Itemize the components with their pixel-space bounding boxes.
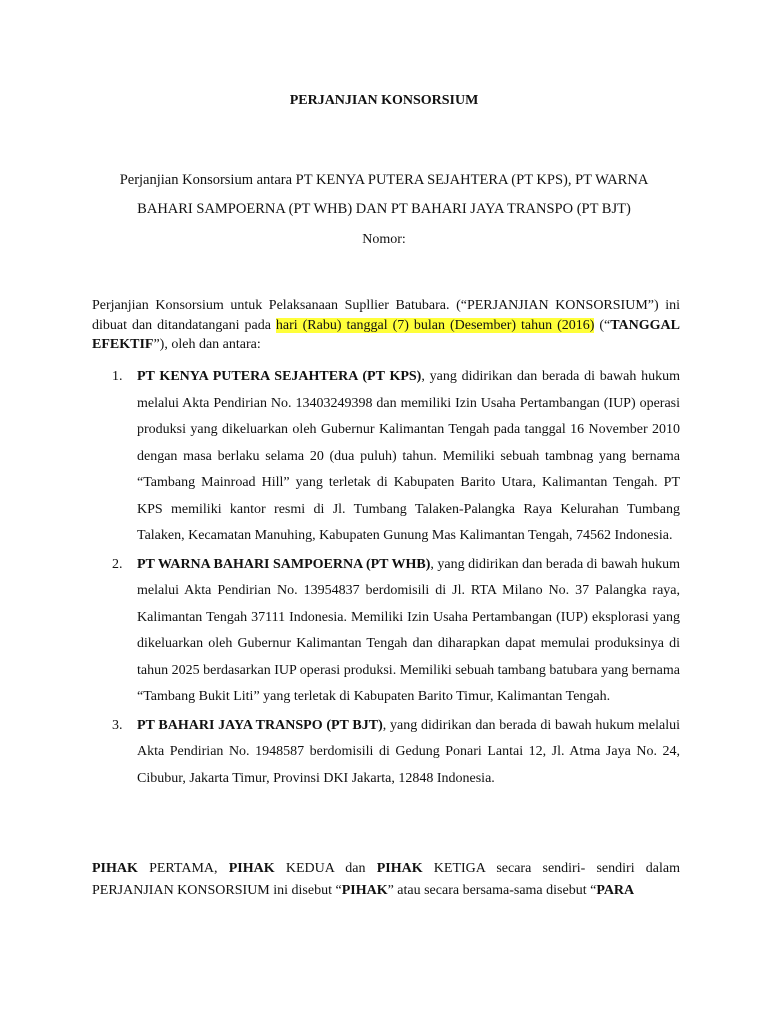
closing-paragraph	[92, 858, 680, 902]
effective-date-term: TANGGAL EFEKTIF	[92, 317, 680, 352]
intro-text-1: Perjanjian Konsorsium untuk Pelaksanaan Supllier Batubara. (“PERJANJIAN KONSORSIUM”) ini dibuat dan ditandatangani pada	[92, 298, 680, 333]
closing-text: ” atau secara bersama-sama disebut “	[387, 883, 597, 898]
list-number: 3.	[112, 717, 123, 733]
party-description: , yang didirikan dan berada di bawah hukum melalui Akta Pendirian No. 13954837 berdomisili di Jl. RTA Milano No. 37 Palangka raya, Kalimantan Tengah 37111 Indonesia. Memiliki Izin Usaha Pertambangan (IUP) eksplorasi yang dikeluarkan oleh Gubernur Kalimantan Tengah dan diharapkan dapat memulai produksinya di tahun 2025 berdasarkan IUP operasi produksi. Memiliki sebuah tambang batubara yang bernama “Tambang Bukit Liti” yang terletak di Kabupaten Barito Timur, Kalimantan Tengah.	[137, 556, 680, 704]
party-name: PT BAHARI JAYA TRANSPO (PT BJT)	[137, 717, 383, 733]
heading-line-1: Perjanjian Konsorsium antara PT KENYA PUTERA SEJAHTERA (PT KPS), PT WARNA	[119, 172, 649, 188]
intro-paragraph	[92, 296, 680, 355]
agreement-heading	[92, 166, 676, 224]
pihak-term: PIHAK	[92, 861, 138, 876]
intro-text-2: (“	[594, 317, 611, 333]
closing-text: KEDUA dan	[274, 861, 377, 876]
closing-text: PERTAMA,	[137, 861, 229, 876]
intro-text-3: ”), oleh dan antara:	[153, 337, 261, 352]
nomor-label: Nomor:	[362, 232, 406, 247]
pihak-term: PIHAK	[341, 883, 388, 898]
party-item-kps	[92, 364, 680, 550]
pihak-term: PIHAK	[376, 861, 423, 876]
list-number: 2.	[112, 556, 123, 572]
effective-date-highlight: hari (Rabu) tanggal (7) bulan (Desember) tahun (2016)	[275, 317, 595, 333]
closing-text: KETIGA secara sendiri- sendiri dalam PERJANJIAN KONSORSIUM ini disebut “	[92, 861, 680, 898]
list-number: 1.	[112, 369, 123, 384]
party-description: , yang didirikan dan berada di bawah hukum melalui Akta Pendirian No. 1948587 berdomisili di Gedung Ponari Lantai 12, Jl. Atma Jaya No. 24, Cibubur, Jakarta Timur, Provinsi DKI Jakarta, 12848 Indonesia.	[137, 717, 680, 786]
heading-line-2: BAHARI SAMPOERNA (PT WHB) DAN PT BAHARI JAYA TRANSPO (PT BJT)	[137, 201, 631, 217]
party-name: PT KENYA PUTERA SEJAHTERA (PT KPS)	[137, 369, 422, 384]
document-title: PERJANJIAN KONSORSIUM	[289, 93, 479, 108]
para-term: PARA	[596, 883, 635, 898]
party-list	[92, 364, 680, 794]
party-item-bjt	[92, 713, 680, 793]
party-description: , yang didirikan dan berada di bawah hukum melalui Akta Pendirian No. 13403249398 dan memiliki Izin Usaha Pertambangan (IUP) operasi produksi yang dikeluarkan oleh Gubernur Kalimantan Tengah pada tanggal 16 November 2010 dengan masa berlaku selama 20 (dua puluh) tahun. Memiliki sebuah tambnag yang bernama “Tambang Mainroad Hill” yang terletak di Kabupaten Barito Utara, Kalimantan Tengah. PT KPS memiliki kantor resmi di Jl. Tumbang Talaken-Palangka Raya Kelurahan Tumbang Talaken, Kecamatan Manuhing, Kabupaten Gunung Mas Kalimantan Tengah, 74562 Indonesia.	[137, 369, 680, 543]
party-item-whb	[92, 552, 680, 711]
party-name: PT WARNA BAHARI SAMPOERNA (PT WHB)	[137, 556, 431, 572]
pihak-term: PIHAK	[228, 861, 275, 876]
